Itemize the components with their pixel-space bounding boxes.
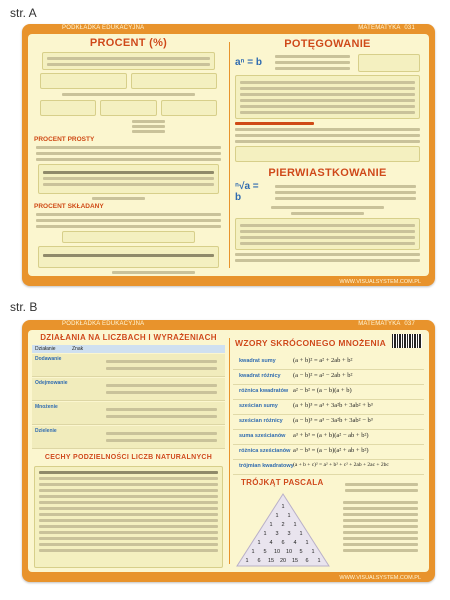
row-subtraction: Odejmowanie — [32, 378, 225, 401]
pascal-number: 1 — [299, 531, 303, 537]
pascal-number: 1 — [287, 513, 291, 519]
center-divider — [229, 338, 230, 564]
pascal-number: 1 — [317, 558, 321, 564]
pascal-number: 6 — [281, 540, 285, 546]
power-column — [231, 34, 424, 276]
root-rules-table — [235, 218, 420, 250]
pascal-number: 2 — [281, 522, 285, 528]
root-formula: ⁿ√a = b — [235, 181, 259, 203]
side-a-label: str. A — [10, 6, 37, 20]
root-title: PIERWIASTKOWANIE — [268, 167, 387, 179]
power-rules-table — [235, 75, 420, 119]
formula-row: kwadrat różnicy (a − b)² = a² − 2ab + b² — [233, 369, 424, 385]
compound-percent-heading: PROCENT SKŁADANY — [34, 203, 104, 210]
pascal-number: 1 — [305, 540, 309, 546]
divisibility-rules-table — [34, 466, 223, 568]
pascal-number: 15 — [267, 558, 275, 564]
pascal-triangle — [235, 492, 331, 568]
operations-column — [30, 330, 227, 572]
formula-row: różnica sześcianów a³ − b³ = (a − b)(a² + ab + b²) — [233, 444, 424, 460]
percent-title: PROCENT (%) — [89, 37, 168, 49]
pascal-number: 1 — [311, 549, 315, 555]
formula-row: sześcian sumy (a + b)³ = a³ + 3a²b + 3ab² + b³ — [233, 399, 424, 415]
pascal-number: 1 — [293, 522, 297, 528]
row-multiplication: Mnożenie — [32, 402, 225, 425]
row-division: Dzielenie — [32, 426, 225, 449]
center-divider — [229, 42, 230, 268]
simple-percent-heading: PROCENT PROSTY — [34, 136, 95, 143]
side-b-label: str. B — [10, 300, 38, 314]
power-formula: aⁿ = b — [235, 57, 263, 68]
pascal-number: 4 — [293, 540, 297, 546]
formula-row: sześcian różnicy (a − b)³ = a³ − 3a²b + 3ab² − b³ — [233, 414, 424, 430]
formulas-title: WZORY SKRÓCONEGO MNOŻENIA — [235, 338, 387, 348]
pascal-number: 5 — [299, 549, 303, 555]
placemat-b-surface — [28, 330, 429, 572]
pascal-number: 4 — [269, 540, 273, 546]
subject-label: MATEMATYKA 037 — [358, 321, 415, 327]
pascal-number: 5 — [263, 549, 267, 555]
pascal-number: 6 — [257, 558, 261, 564]
percent-formulas — [40, 73, 217, 89]
pascal-number: 1 — [281, 504, 285, 510]
placemat-b — [22, 320, 435, 582]
pascal-number: 1 — [251, 549, 255, 555]
pascal-title: TRÓJKĄT PASCALA — [241, 478, 324, 487]
pascal-number: 10 — [285, 549, 293, 555]
pascal-number: 10 — [273, 549, 281, 555]
operations-title: DZIAŁANIA NA LICZBACH I WYRAŻENIACH — [40, 333, 217, 342]
website-url: WWW.VISUALSYSTEM.COM.PL — [339, 279, 421, 285]
divisibility-title: CECHY PODZIELNOŚCI LICZB NATURALNYCH — [44, 454, 213, 461]
barcode — [392, 334, 422, 348]
formula-row: różnica kwadratów a² − b² = (a − b)(a + b) — [233, 384, 424, 400]
pascal-number: 1 — [275, 513, 279, 519]
power-title: POTĘGOWANIE — [284, 38, 371, 50]
pascal-number: 1 — [263, 531, 267, 537]
binomial-expansions — [339, 498, 422, 555]
brand-label: PODKŁADKA EDUKACYJNA — [62, 321, 145, 327]
placemat-a-surface — [28, 34, 429, 276]
formula-row: trójmian kwadratowy (a + b + c)² = a² + b² + c² + 2ab + 2ac + 2bc — [233, 459, 424, 475]
percent-definition-box — [42, 52, 215, 70]
pascal-number: 6 — [305, 558, 309, 564]
formulas-column — [231, 330, 426, 572]
simple-percent-table — [38, 164, 219, 194]
pascal-number: 3 — [275, 531, 279, 537]
brand-label: PODKŁADKA EDUKACYJNA — [62, 25, 145, 31]
pascal-number: 1 — [257, 540, 261, 546]
operations-table-header: Działanie Znak — [32, 345, 225, 353]
formula-row: suma sześcianów a³ + b³ = (a + b)(a² − ab + b²) — [233, 429, 424, 445]
placemat-a — [22, 24, 435, 286]
pascal-number: 3 — [287, 531, 291, 537]
row-addition: Dodawanie — [32, 354, 225, 377]
pascal-number: 20 — [279, 558, 287, 564]
website-url: WWW.VISUALSYSTEM.COM.PL — [339, 575, 421, 581]
subject-label: MATEMATYKA 031 — [358, 25, 415, 31]
percent-column — [32, 34, 225, 276]
compound-percent-table — [38, 246, 219, 268]
pascal-number: 15 — [291, 558, 299, 564]
formula-row: kwadrat sumy (a + b)² = a² + 2ab + b² — [233, 354, 424, 370]
pascal-number: 1 — [269, 522, 273, 528]
pascal-number: 1 — [245, 558, 249, 564]
